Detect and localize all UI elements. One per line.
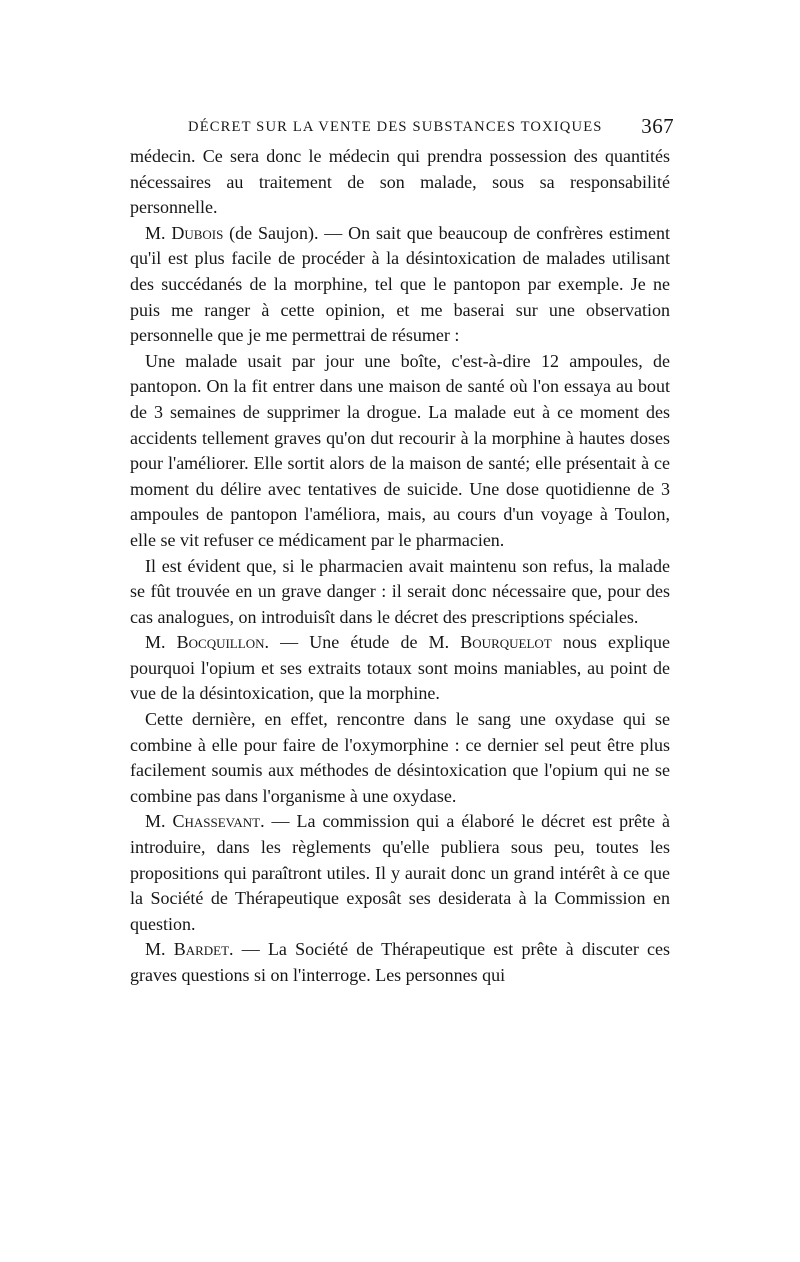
speaker-name: M. Bardet: [145, 939, 230, 960]
speaker-name: M. Bocquillon: [145, 632, 265, 653]
paragraph-bocquillon: [130, 630, 670, 707]
paragraph-text: Cette dernière, en effet, rencontre dans le sang une oxydase qui se combine à elle pour faire de l'oxymorphine : ce dernier sel peut être plus facilement soumis aux méthodes de désintoxication que l'opium qui ne se combine pas dans l'organisme à une oxydase.: [130, 709, 670, 806]
speaker-name: M. Chassevant: [145, 811, 261, 832]
paragraph-text: Il est évident que, si le pharmacien avait maintenu son refus, la malade se fût trouvée en un grave danger : il serait donc nécessaire que, pour des cas analogues, on introduisît dans le décret des prescriptions spéciales.: [130, 555, 670, 627]
paragraph-text: . — La commission qui a élaboré le décret est prête à introduire, dans les règlements qu'elle publiera sous peu, toutes les propositions qui paraîtront utiles. Il y aurait donc un grand intérêt à ce que la Société de Thérapeutique exposât ses desiderata à la Commission en question.: [130, 811, 670, 934]
body-text: [130, 144, 670, 989]
paragraph-text: (de Saujon). — On sait que beaucoup de confrères estiment qu'il est plus facile de procéder à la désintoxication de malades utilisant des succédanés de la morphine, tel que le pantopon par exemple. Je ne puis me ranger à cette opinion, et me baserai sur une observation personnelle que je me permettrai de résumer :: [130, 222, 670, 346]
paragraph-case-report: [130, 349, 670, 554]
page-number: 367: [641, 114, 674, 138]
paragraph-text: . — Une étude de M.: [264, 632, 461, 653]
running-head: [130, 114, 678, 144]
paragraph-oxydase: [130, 707, 670, 809]
paragraph-text: médecin. Ce sera donc le médecin qui prendra possession des quantités nécessaires au traitement de son malade, sous sa responsabilité personnelle.: [130, 146, 670, 218]
paragraph-continuation: [130, 144, 670, 221]
paragraph-text: nous explique pourquoi l'opium et ses extraits totaux sont moins maniables, au point de vue de la désintoxication, que la morphine.: [130, 632, 670, 704]
running-title: DÉCRET SUR LA VENTE DES SUBSTANCES TOXIQUES: [188, 119, 603, 135]
paragraph-chassevant: [130, 809, 670, 937]
paragraph-dubois: [130, 221, 670, 349]
paragraph-text: . — La Société de Thérapeutique est prête à discuter ces graves questions si on l'interroge. Les personnes qui: [130, 939, 671, 985]
cited-author: Bourquelot: [460, 632, 552, 653]
speaker-name: M. Dubois: [145, 222, 224, 243]
paragraph-bardet: [130, 937, 670, 988]
paragraph-text: Une malade usait par jour une boîte, c'est-à-dire 12 ampoules, de pantopon. On la fit entrer dans une maison de santé où l'on essaya au bout de 3 semaines de supprimer la drogue. La malade eut à ce moment des accidents tellement graves qu'on dut recourir à la morphine à hautes doses pour l'améliorer. Elle sortit alors de la maison de santé; elle présentait à ce moment du délire avec tentatives de suicide. Une dose quotidienne de 3 ampoules de pantopon l'améliora, mais, au cours d'un voyage à Toulon, elle se vit refuser ce médicament par le pharmacien.: [130, 350, 670, 550]
paragraph-conclusion: [130, 554, 670, 631]
